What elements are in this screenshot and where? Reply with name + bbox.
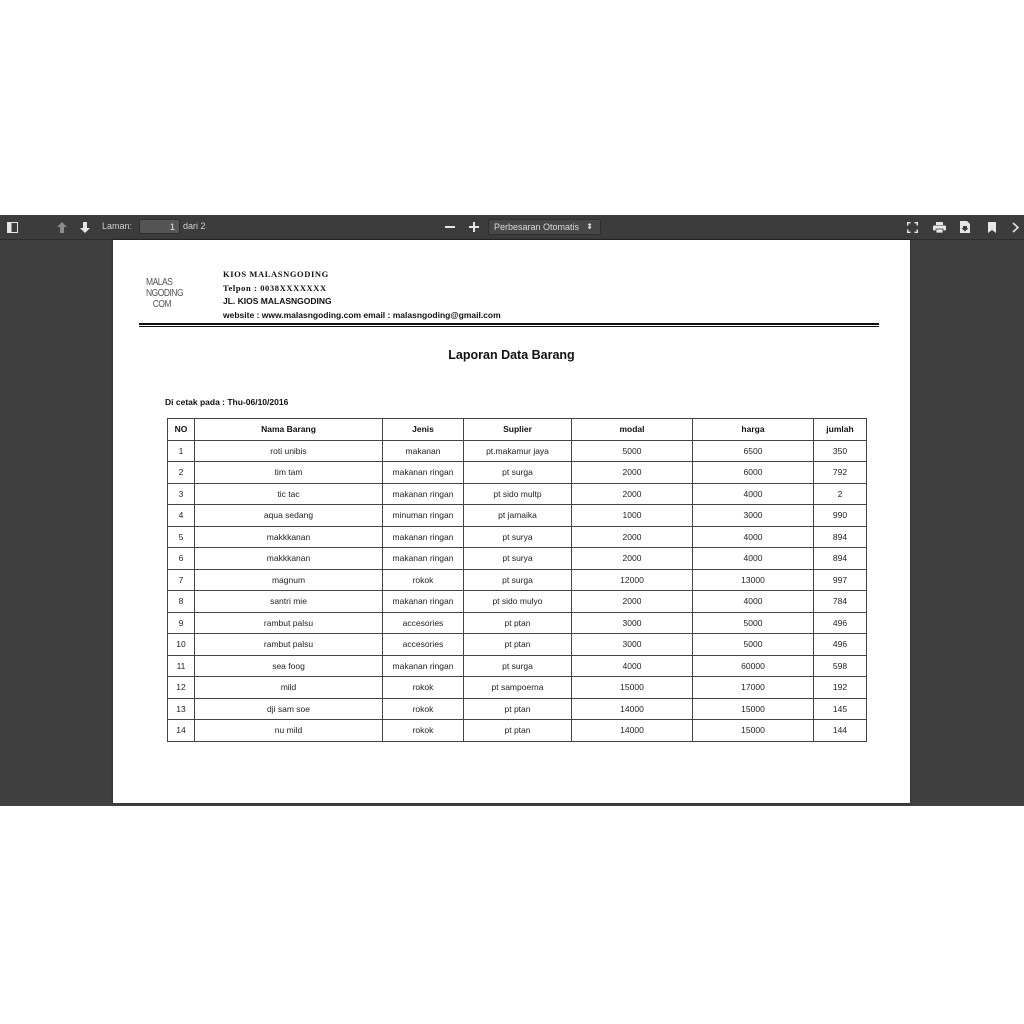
table-cell: pt sampoerna (464, 677, 572, 699)
table-cell: 15000 (572, 677, 693, 699)
table-cell: 792 (814, 462, 867, 484)
table-cell: 2 (814, 483, 867, 505)
table-cell: 12000 (572, 569, 693, 591)
table-cell: 6000 (693, 462, 814, 484)
table-row (168, 591, 867, 613)
column-header: jumlah (814, 419, 867, 441)
table-cell: pt sido multp (464, 483, 572, 505)
table-cell: pt surga (464, 655, 572, 677)
table-cell: 14 (168, 720, 195, 742)
page-total: dari 2 (183, 221, 206, 231)
pdf-toolbar (0, 215, 1024, 240)
table-row (168, 698, 867, 720)
table-row (168, 612, 867, 634)
zoom-select[interactable] (488, 219, 601, 235)
table-cell: tim tam (195, 462, 383, 484)
table-cell: 4 (168, 505, 195, 527)
table-cell: 3000 (572, 634, 693, 656)
table-row (168, 569, 867, 591)
table-cell: aqua sedang (195, 505, 383, 527)
letterhead (223, 268, 501, 322)
table-cell: 496 (814, 634, 867, 656)
table-cell: pt surya (464, 526, 572, 548)
table-cell: makanan ringan (383, 655, 464, 677)
column-header: Suplier (464, 419, 572, 441)
arrow-down-icon[interactable] (77, 215, 93, 239)
table-cell: pt jamaika (464, 505, 572, 527)
table-cell: rambut palsu (195, 612, 383, 634)
table-row (168, 483, 867, 505)
table-cell: santri mie (195, 591, 383, 613)
table-cell: 4000 (693, 591, 814, 613)
table-cell: makanan ringan (383, 526, 464, 548)
table-cell: rokok (383, 569, 464, 591)
table-cell: 2000 (572, 548, 693, 570)
table-cell: 3 (168, 483, 195, 505)
table-cell: pt ptan (464, 634, 572, 656)
table-cell: 4000 (572, 655, 693, 677)
fullscreen-icon[interactable] (904, 215, 920, 239)
zoom-out-button[interactable] (443, 215, 457, 239)
table-cell: 2000 (572, 591, 693, 613)
table-cell: 7 (168, 569, 195, 591)
table-cell: 997 (814, 569, 867, 591)
table-cell: 11 (168, 655, 195, 677)
more-tools-icon[interactable] (1012, 215, 1024, 239)
table-cell: rokok (383, 720, 464, 742)
phone-number: Telpon : 0038XXXXXXX (223, 282, 327, 293)
table-cell: 1 (168, 440, 195, 462)
shop-name: KIOS MALASNGODING (223, 269, 329, 279)
select-caret-icon: ⬍ (586, 222, 593, 231)
table-cell: 12 (168, 677, 195, 699)
table-cell: makanan ringan (383, 591, 464, 613)
table-cell: 8 (168, 591, 195, 613)
column-header: NO (168, 419, 195, 441)
table-cell: 192 (814, 677, 867, 699)
table-cell: dji sam soe (195, 698, 383, 720)
table-cell: 60000 (693, 655, 814, 677)
shop-contact: website : www.malasngoding.com email : malasngoding@gmail.com (223, 309, 501, 320)
table-cell: makanan ringan (383, 483, 464, 505)
table-cell: tic tac (195, 483, 383, 505)
table-cell: pt surya (464, 548, 572, 570)
zoom-in-button[interactable] (467, 215, 481, 239)
table-cell: 145 (814, 698, 867, 720)
table-cell: 784 (814, 591, 867, 613)
sidebar-toggle-icon[interactable] (4, 215, 20, 239)
table-cell: 14000 (572, 720, 693, 742)
table-cell: 5 (168, 526, 195, 548)
table-cell: pt surga (464, 462, 572, 484)
letterhead-divider (139, 323, 879, 325)
table-row (168, 440, 867, 462)
goods-table (167, 418, 867, 742)
zoom-select-value: Perbesaran Otomatis (494, 222, 580, 232)
table-cell: makanan (383, 440, 464, 462)
table-row (168, 505, 867, 527)
table-cell: 4000 (693, 483, 814, 505)
table-cell: 990 (814, 505, 867, 527)
pdf-viewer (0, 215, 1024, 806)
arrow-up-icon[interactable] (54, 215, 70, 239)
shop-address: JL. KIOS MALASNGODING (223, 296, 332, 306)
table-cell: accesories (383, 634, 464, 656)
table-cell: 496 (814, 612, 867, 634)
table-cell: sea foog (195, 655, 383, 677)
table-cell: 4000 (693, 526, 814, 548)
table-cell: makanan ringan (383, 548, 464, 570)
table-row (168, 462, 867, 484)
table-row (168, 526, 867, 548)
table-cell: rambut palsu (195, 634, 383, 656)
plus-icon (469, 222, 479, 232)
table-cell: 5000 (693, 634, 814, 656)
table-cell: 3000 (693, 505, 814, 527)
table-cell: makkkanan (195, 526, 383, 548)
pdf-page (113, 240, 910, 803)
table-row (168, 720, 867, 742)
table-cell: 894 (814, 548, 867, 570)
table-cell: pt ptan (464, 698, 572, 720)
table-cell: rokok (383, 698, 464, 720)
printed-date: Di cetak pada : Thu-06/10/2016 (165, 397, 289, 407)
table-cell: pt ptan (464, 612, 572, 634)
table-cell: 2 (168, 462, 195, 484)
table-cell: 2000 (572, 526, 693, 548)
table-cell: mild (195, 677, 383, 699)
table-cell: pt surga (464, 569, 572, 591)
table-cell: 15000 (693, 720, 814, 742)
table-cell: makanan ringan (383, 462, 464, 484)
table-cell: 1000 (572, 505, 693, 527)
report-title: Laporan Data Barang (448, 348, 575, 362)
table-cell: 6 (168, 548, 195, 570)
table-row (168, 655, 867, 677)
table-header-row (168, 419, 867, 441)
table-cell: 4000 (693, 548, 814, 570)
table-cell: rokok (383, 677, 464, 699)
table-row (168, 548, 867, 570)
table-cell: 5000 (572, 440, 693, 462)
table-cell: 13000 (693, 569, 814, 591)
table-cell: accesories (383, 612, 464, 634)
table-cell: 598 (814, 655, 867, 677)
table-row (168, 677, 867, 699)
table-cell: 144 (814, 720, 867, 742)
table-row (168, 634, 867, 656)
table-cell: pt ptan (464, 720, 572, 742)
column-header: harga (693, 419, 814, 441)
table-cell: 2000 (572, 483, 693, 505)
table-cell: roti unibis (195, 440, 383, 462)
table-cell: makkkanan (195, 548, 383, 570)
table-cell: magnum (195, 569, 383, 591)
page-label: Laman: (102, 221, 133, 231)
table-cell: 13 (168, 698, 195, 720)
column-header: Nama Barang (195, 419, 383, 441)
table-cell: 5000 (693, 612, 814, 634)
table-cell: 9 (168, 612, 195, 634)
table-cell: 10 (168, 634, 195, 656)
table-cell: 17000 (693, 677, 814, 699)
table-cell: pt.makamur jaya (464, 440, 572, 462)
table-cell: nu mild (195, 720, 383, 742)
table-cell: 894 (814, 526, 867, 548)
table-cell: 6500 (693, 440, 814, 462)
minus-icon (445, 222, 455, 232)
bookmark-icon[interactable] (984, 215, 1000, 239)
logo-line-1: MALAS (146, 277, 173, 288)
table-cell: minuman ringan (383, 505, 464, 527)
logo-line-2: NGODING (146, 288, 184, 299)
print-icon[interactable] (930, 215, 948, 239)
logo-line-3: COM (152, 299, 172, 310)
letterhead-divider-thin (139, 326, 879, 327)
column-header: Jenis (383, 419, 464, 441)
download-icon[interactable] (957, 215, 973, 239)
page-number-input[interactable] (139, 219, 180, 234)
table-cell: 2000 (572, 462, 693, 484)
column-header: modal (572, 419, 693, 441)
table-cell: 350 (814, 440, 867, 462)
table-cell: pt sido mulyo (464, 591, 572, 613)
table-cell: 15000 (693, 698, 814, 720)
company-logo (146, 277, 183, 310)
table-cell: 14000 (572, 698, 693, 720)
table-cell: 3000 (572, 612, 693, 634)
